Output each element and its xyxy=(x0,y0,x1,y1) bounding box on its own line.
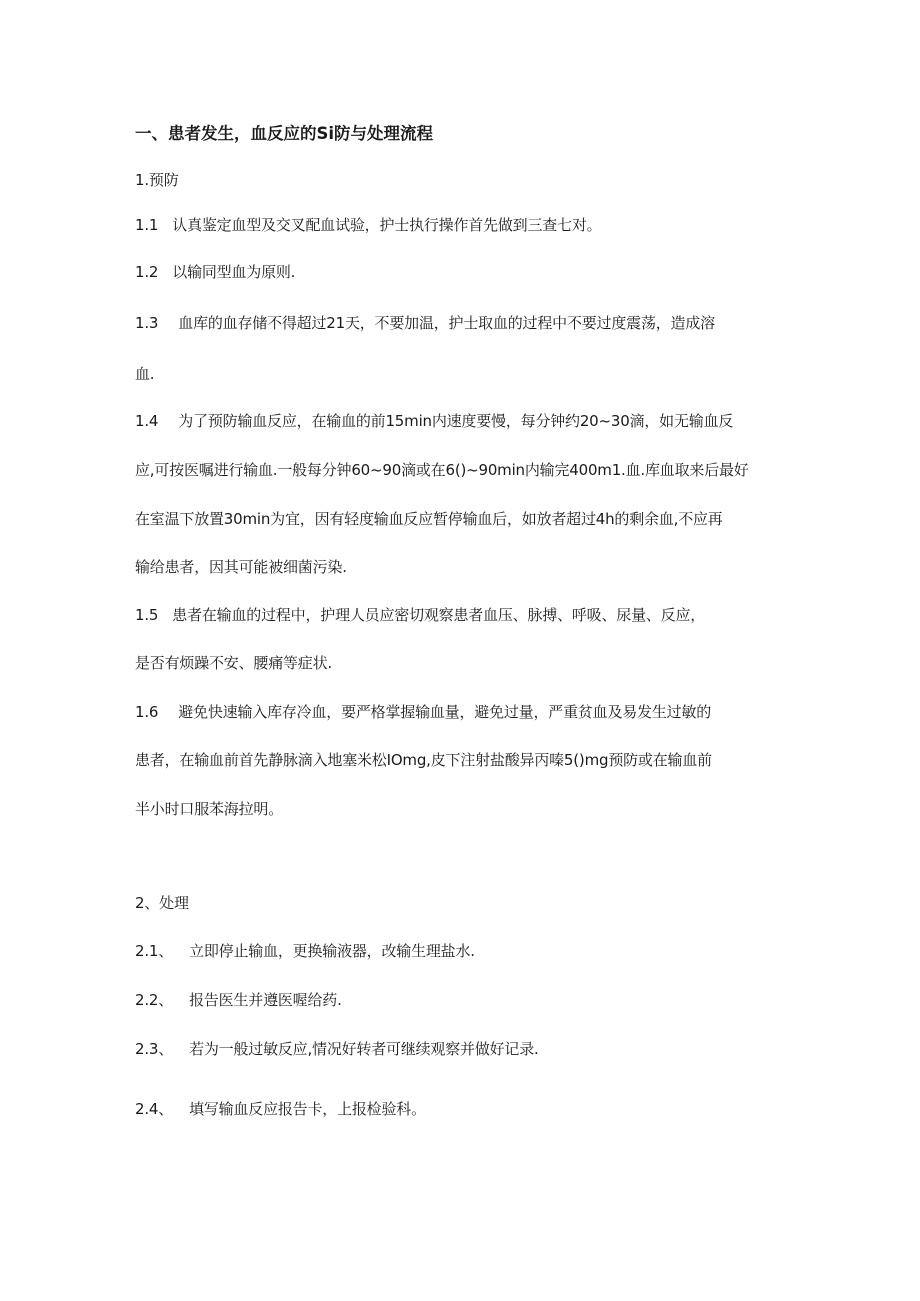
list-item xyxy=(135,310,795,336)
item-text-continuation: 应,可按医嘱进行输血.一般每分钟60~90滴或在6()~90min内输完400m1.血.库血取来后最好 xyxy=(135,461,749,479)
item-text: 立即停止输血，更换输液器，改输生理盐水. xyxy=(189,942,475,960)
item-text: 认真鉴定血型及交叉配血试验，护士执行操作首先做到三查七对。 xyxy=(172,216,602,234)
list-item xyxy=(135,408,795,434)
item-text: 若为一般过敏反应,情况好转者可继续观察并做好记录. xyxy=(189,1040,539,1058)
section-heading-prevention: 1.预防 xyxy=(135,171,179,189)
item-number: 1.3 xyxy=(135,314,159,332)
list-item xyxy=(135,1036,795,1062)
item-number: 1.6 xyxy=(135,703,159,721)
item-text: 患者在输血的过程中，护理人员应密切观察患者血压、脉搏、呼吸、尿量、反应， xyxy=(172,606,706,624)
item-text: 血库的血存储不得超过21天，不要加温，护士取血的过程中不要过度震荡，造成溶 xyxy=(178,314,715,332)
list-item xyxy=(135,212,795,238)
item-text-continuation: 是否有烦躁不安、腰痛等症状. xyxy=(135,654,332,672)
item-number: 2.3、 xyxy=(135,1040,174,1058)
item-text: 为了预防输血反应，在输血的前15min内速度要慢，每分钟约20~30滴，如无输血反 xyxy=(178,412,734,430)
list-item xyxy=(135,987,795,1013)
page-title: 一、患者发生，血反应的Si防与处理流程 xyxy=(135,124,434,143)
list-item xyxy=(135,938,795,964)
item-text-continuation: 输给患者，因其可能被细菌污染. xyxy=(135,558,347,576)
item-number: 2.2、 xyxy=(135,991,174,1009)
item-text-continuation: 血. xyxy=(135,365,155,383)
item-text: 填写输血反应报告卡，上报检验科。 xyxy=(189,1100,426,1118)
item-text-continuation: 患者，在输血前首先静脉滴入地塞米松IOmg,皮下注射盐酸异丙嗪5()mg预防或在输血前 xyxy=(135,751,712,769)
item-text-continuation: 半小时口服苯海拉明。 xyxy=(135,800,284,818)
item-text: 避免快速输入库存冷血，要严格掌握输血量，避免过量，严重贫血及易发生过敏的 xyxy=(178,703,712,721)
item-text: 报告医生并遵医喔给药. xyxy=(189,991,342,1009)
list-item xyxy=(135,259,795,285)
item-number: 2.1、 xyxy=(135,942,174,960)
item-number: 1.4 xyxy=(135,412,159,430)
item-number: 2.4、 xyxy=(135,1100,174,1118)
item-text-continuation: 在室温下放置30min为宜，因有轻度输血反应暂停输血后，如放者超过4h的剩余血,不应再 xyxy=(135,510,723,528)
item-number: 1.2 xyxy=(135,263,159,281)
list-item xyxy=(135,699,795,725)
list-item xyxy=(135,602,795,628)
item-number: 1.5 xyxy=(135,606,159,624)
item-text: 以输同型血为原则. xyxy=(172,263,296,281)
item-number: 1.1 xyxy=(135,216,159,234)
list-item xyxy=(135,1096,795,1122)
section-heading-treatment: 2、处理 xyxy=(135,894,189,912)
